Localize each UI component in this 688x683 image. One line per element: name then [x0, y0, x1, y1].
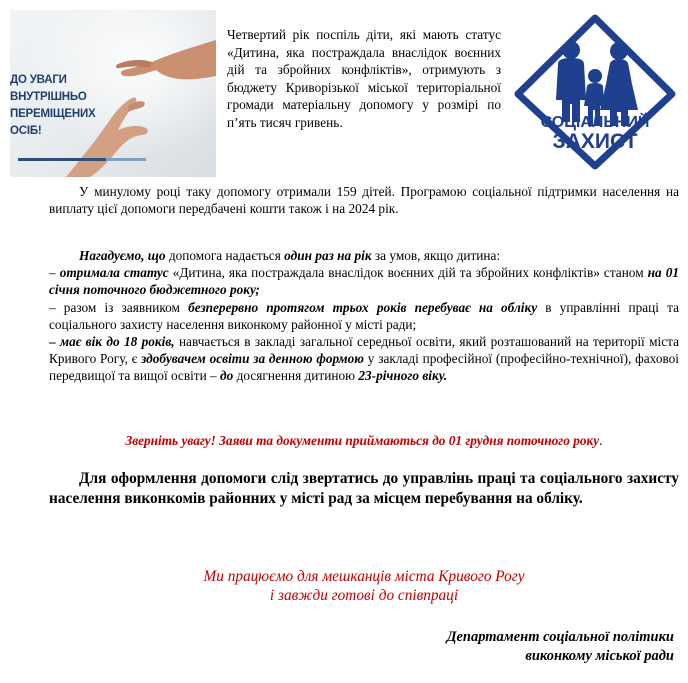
logo-line-2: ЗАХИСТ — [552, 130, 638, 153]
banner-image — [10, 10, 216, 177]
banner-caption: ДО УВАГИ ВНУТРІШНЬО ПЕРЕМІЩЕНИХ ОСІБ! — [10, 74, 96, 137]
closing-line-1: Ми працюємо для мешканців міста Кривого Рогу — [203, 568, 525, 585]
closing-line-2: і завжди готові до співпраці — [269, 587, 459, 604]
closing-slogan — [49, 567, 679, 605]
intro-paragraph: Четвертий рік поспіль діти, які мають статус «Дитина, яка постраждала внаслідок воєнних дій та збройних конфліктів», отримують з бюджету Криворізької міської територіальної громади матеріальну допомогу у розмірі по п’ять тисяч гривень. — [227, 27, 501, 130]
conditions-block — [49, 247, 679, 385]
conditions-lead: Нагадуємо, що допомога надається один раз на рік за умов, якщо дитина: — [79, 248, 501, 263]
signature-line-1: Департамент соціальної політики — [446, 629, 674, 645]
instruction-paragraph: Для оформлення допомоги слід звертатись до управлінь праці та соціального захисту населення виконкомів районних у місті рад за місцем перебування на обліку. — [49, 470, 679, 507]
deadline-notice: Зверніть увагу! Заяви та документи приймаються до 01 грудня поточного року. — [125, 433, 603, 448]
condition-registration: – разом із заявником безперервно протягом трьох років перебуває на обліку в управлінні праці та соціального захисту населення виконкому районної у місті ради; — [49, 299, 679, 332]
condition-age: – має вік до 18 років, навчається в закладі загальної середньої освіти, який розташований на території міста Кривого Рогу, є здобувачем освіти за денною формою у закладі професійної (професійно-технічної), фаховоі передвищої та вищої освіти – до досягнення дитиною 23-річного віку. — [49, 334, 680, 384]
logo-line-1: СОЦІАЛЬНИЙ — [540, 114, 650, 131]
paragraph-last-year: У минулому році таку допомогу отримали 159 дітей. Програмою соціальної підтримки населення на виплату цієї допомоги передбачені кошти також і на 2024 рік. — [49, 184, 679, 217]
signature-block — [274, 628, 674, 666]
condition-status: – отримала статус «Дитина, яка постраждала внаслідок воєнних дій та збройних конфліктів» станом на 01 січня поточного бюджетного року; — [49, 265, 680, 298]
social-protection-logo — [514, 14, 676, 170]
signature-line-2: виконкому міської ради — [525, 648, 674, 664]
